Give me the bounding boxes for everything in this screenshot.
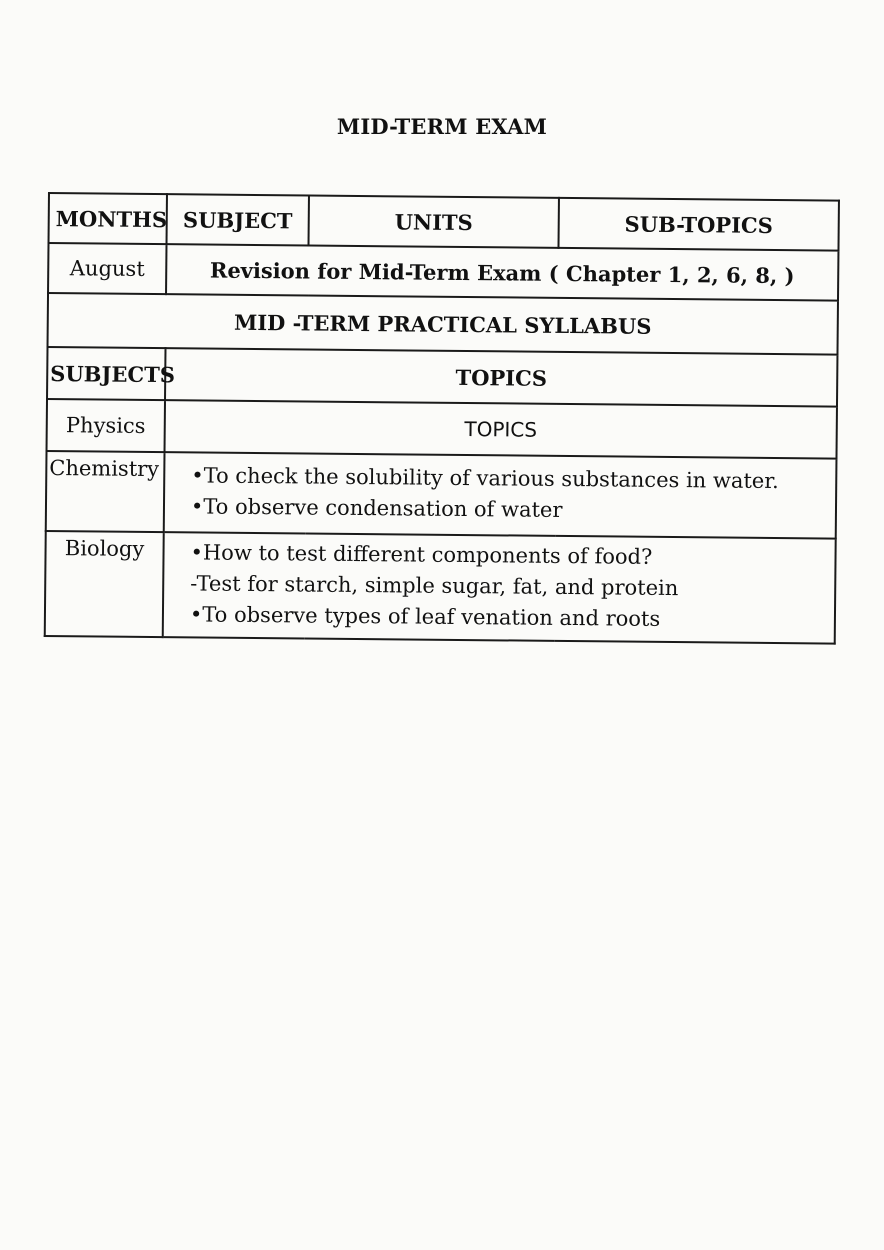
header-units: UNITS bbox=[308, 196, 558, 248]
practical-header-row bbox=[47, 347, 837, 407]
topic-item: •How to test different components of food? bbox=[190, 540, 653, 569]
month-cell: August bbox=[48, 243, 166, 294]
topics-physics: TOPICS bbox=[165, 400, 837, 458]
revision-cell: Revision for Mid-Term Exam ( Chapter 1, 2, 6, 8, ) bbox=[166, 244, 838, 300]
topics-chemistry bbox=[164, 452, 837, 538]
header-months: MONTHS bbox=[49, 193, 167, 244]
page-title: MID-TERM EXAM bbox=[336, 114, 548, 139]
table-row bbox=[47, 399, 837, 459]
header-subject: SUBJECT bbox=[167, 194, 309, 245]
topic-item: •To check the solubility of various substances in water. bbox=[191, 463, 779, 494]
syllabus-table bbox=[44, 192, 840, 645]
subject-chemistry: Chemistry bbox=[46, 451, 165, 532]
topic-item: -Test for starch, simple sugar, fat, and protein bbox=[190, 571, 679, 601]
practical-syllabus-title: MID -TERM PRACTICAL SYLLABUS bbox=[48, 293, 838, 355]
header-topics: TOPICS bbox=[165, 348, 837, 406]
table-row bbox=[45, 531, 836, 644]
practical-title-row bbox=[48, 293, 838, 355]
header-subjects: SUBJECTS bbox=[47, 347, 165, 400]
header-row bbox=[49, 193, 839, 251]
table-row bbox=[46, 451, 837, 539]
header-sub-topics: SUB-TOPICS bbox=[558, 198, 838, 251]
topic-item: •To observe condensation of water bbox=[190, 494, 563, 522]
topics-biology bbox=[163, 532, 836, 643]
subject-physics: Physics bbox=[47, 399, 165, 452]
topic-item: •To observe types of leaf venation and roots bbox=[189, 602, 661, 631]
syllabus-table-container bbox=[44, 192, 838, 645]
subject-biology: Biology bbox=[45, 531, 164, 637]
table-row bbox=[48, 243, 838, 301]
